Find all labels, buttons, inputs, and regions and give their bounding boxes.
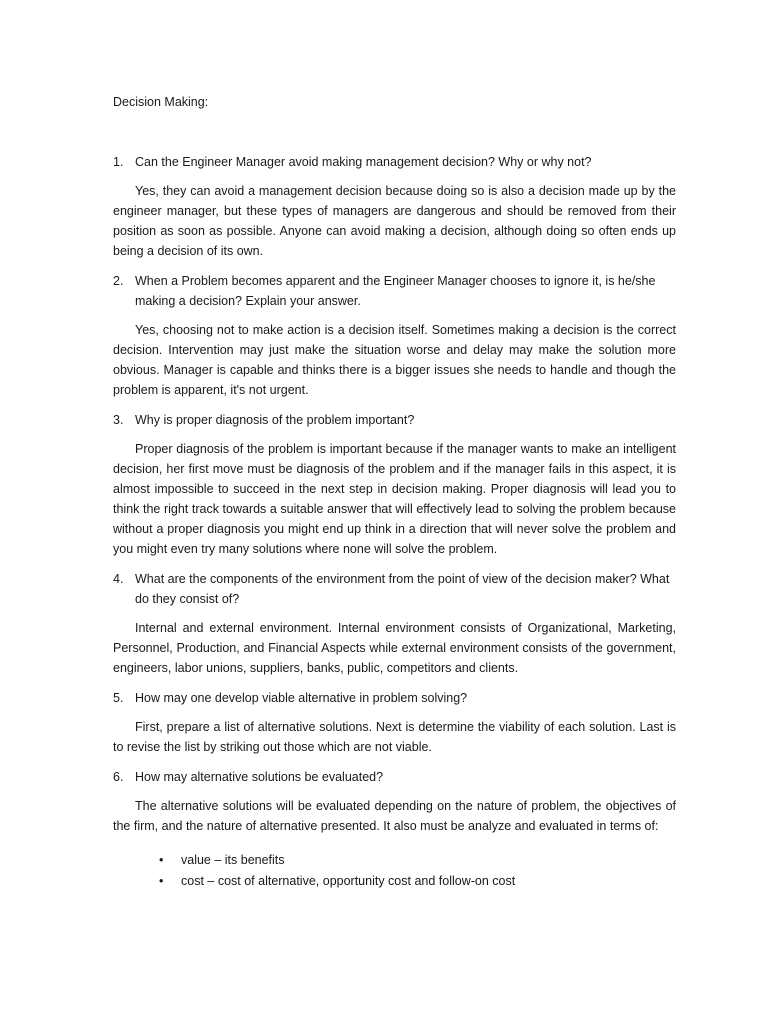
question-text: How may one develop viable alternative in problem solving? (135, 691, 468, 705)
list-item-text: cost – cost of alternative, opportunity cost and follow-on cost (181, 874, 516, 888)
question-1 (113, 152, 676, 172)
question-number: 6. (113, 770, 124, 784)
question-text: When a Problem becomes apparent and the Engineer Manager chooses to ignore it, is he/she making a decision? Explain your answer. (135, 274, 656, 308)
question-text: Why is proper diagnosis of the problem important? (135, 413, 415, 427)
question-number: 5. (113, 691, 124, 705)
list-item (159, 871, 676, 892)
question-text: How may alternative solutions be evaluated? (135, 770, 384, 784)
bullet-icon: • (159, 853, 164, 867)
answer-6: The alternative solutions will be evaluated depending on the nature of problem, the objectives of the firm, and the nature of alternative presented. It also must be analyze and evaluated in terms of: (113, 799, 676, 833)
question-number: 2. (113, 274, 124, 288)
bullet-icon: • (159, 874, 164, 888)
question-5 (113, 688, 676, 708)
page-title: Decision Making: (113, 95, 209, 109)
answer-3: Proper diagnosis of the problem is important because if the manager wants to make an intelligent decision, her first move must be diagnosis of the problem and if the manager fails in this aspect, it is almost impossible to succeed in the next step in decision making. Proper diagnosis will lead you to think the right track towards a suitable answer that will effectively lead to solving the problem because without a proper diagnosis you might end up think in a direction that will never solve the problem and you might even try many solutions where none will solve the problem. (113, 442, 676, 556)
answer-5: First, prepare a list of alternative solutions. Next is determine the viability of each solution. Last is to revise the list by striking out those which are not viable. (113, 720, 676, 754)
question-4 (113, 569, 676, 609)
answer-1: Yes, they can avoid a management decision because doing so is also a decision made up by the engineer manager, but these types of managers are dangerous and should be removed from their position as soon as possible. Anyone can avoid making a decision, although doing so often ends up being a decision of its own. (113, 184, 676, 258)
question-2 (113, 271, 676, 311)
document-body (113, 152, 676, 892)
question-number: 3. (113, 413, 124, 427)
question-3 (113, 410, 676, 430)
answer-2: Yes, choosing not to make action is a decision itself. Sometimes making a decision is the correct decision. Intervention may just make the situation worse and delay may make the solution more obvious. Manager is capable and thinks there is a bigger issues she needs to handle and though the problem is apparent, it's not urgent. (113, 323, 676, 397)
answer-4: Internal and external environment. Internal environment consists of Organizational, Marketing, Personnel, Production, and Financial Aspects while external environment consists of the government, engineers, labor unions, suppliers, banks, public, competitors and clients. (113, 621, 676, 675)
question-text: Can the Engineer Manager avoid making management decision? Why or why not? (135, 155, 592, 169)
list-item (159, 850, 676, 871)
question-number: 4. (113, 572, 124, 586)
question-text: What are the components of the environment from the point of view of the decision maker? What do they consist of? (135, 572, 670, 606)
question-number: 1. (113, 155, 124, 169)
bullet-list (113, 850, 676, 892)
question-6 (113, 767, 676, 787)
list-item-text: value – its benefits (181, 853, 285, 867)
